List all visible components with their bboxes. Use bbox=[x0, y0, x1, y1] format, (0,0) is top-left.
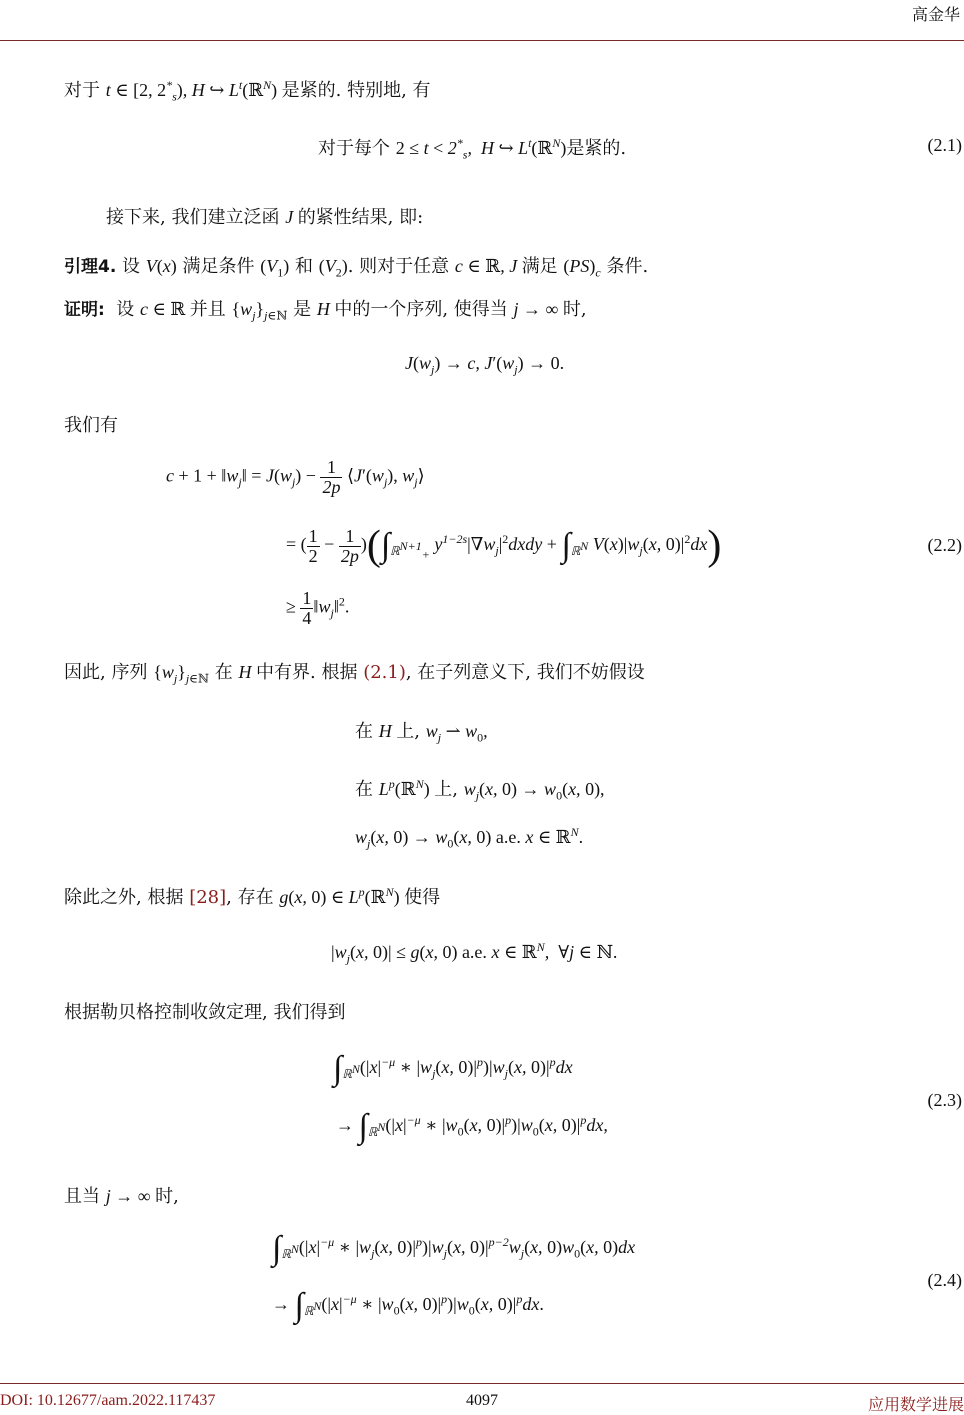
text-fragment: 对于每个 bbox=[318, 138, 390, 159]
text-fragment: 和 bbox=[294, 256, 313, 277]
text-fragment: 的紧性结果, 即: bbox=[297, 207, 424, 228]
equation-2-2-line2: = ( $\frac{1}{2}$ − $\frac{1}{2p}$ )($\int_{ℝ^{N+1}_+}$ $y^{1-2s}|\nabla w_j|^2dxdy + \int_{ℝ^N}$ $V(x)|w_j(x$, $0)|^2dx$) bbox=[286, 523, 722, 569]
equation-2-4-line2: → $\int_{ℝ^N}(|x|^{-\mu}$ ∗ $|w_0(x$, $0)|^p)|w_0(x$, $0)|^pdx$. bbox=[272, 1287, 544, 1324]
paragraph-and-when: 且当 j → ∞ 时, bbox=[64, 1186, 179, 1207]
equation-2-3-line2: → $\int_{ℝ^N}(|x|^{-\mu}$ ∗ $|w_0(x$, $0)|^p)|w_0(x$, $0)|^pdx$, bbox=[336, 1108, 608, 1145]
equation-2-1: 对于每个 $2 \le t < 2^*_s$, H ↪ $L^t(ℝ^N)$是紧的. bbox=[318, 136, 627, 162]
text-fragment: 满足 bbox=[521, 256, 558, 277]
convergence-ae: $w_j(x$, $0) \to w_0(x$, 0) a.e. x ∈ ℝ$^N$. bbox=[355, 825, 584, 851]
citation-link[interactable]: [28] bbox=[189, 887, 227, 908]
we-have: 我们有 bbox=[64, 415, 118, 436]
text-fragment: 在 bbox=[355, 779, 373, 800]
text-fragment: 接下来, 我们建立泛函 bbox=[106, 207, 280, 228]
text-fragment: 时, bbox=[155, 1186, 179, 1207]
footer-page-number: 4097 bbox=[466, 1392, 498, 1409]
proof-start: 证明: 设 c ∈ ℝ 并且 $\{w_j\}_{j\in ℕ}$ 是 H 中的一个序列, 使得当 j → ∞ 时, bbox=[64, 299, 587, 323]
text-fragment: 满足条件 bbox=[182, 256, 255, 277]
equation-2-2-line3: ≥ $\frac{1}{4}$ $‖w_j‖^2$. bbox=[286, 588, 350, 628]
text-fragment: . 则对于任意 bbox=[347, 256, 450, 277]
text-fragment: 对于 bbox=[64, 80, 100, 101]
text-fragment: 使得 bbox=[404, 887, 441, 908]
running-header-author: 高金华 bbox=[911, 5, 960, 24]
paragraph-next: 接下来, 我们建立泛函 J 的紧性结果, 即: bbox=[106, 207, 424, 228]
equation-2-3-line1: $\int_{ℝ^N}(|x|^{-\mu}$ ∗ $|w_j(x$, $0)|^p)|w_j(x$, $0)|^pdx$ bbox=[333, 1050, 573, 1087]
text-fragment: 在 bbox=[214, 662, 233, 683]
equation-domination: $|w_j(x$, 0)| ≤ g(x, 0) a.e. x ∈ ℝ$^N$, ∀j ∈ ℕ. bbox=[331, 940, 618, 966]
convergence-weak: 在 H 上, $w_j$ ⇀ $w_0$, bbox=[355, 721, 488, 745]
text-fragment: 除此之外, 根据 bbox=[64, 887, 184, 908]
equation-ref-link[interactable]: (2.1) bbox=[363, 662, 406, 683]
text-fragment: , 存在 bbox=[226, 887, 274, 908]
text-fragment: 因此, 序列 bbox=[64, 662, 148, 683]
proof-label: 证明: bbox=[64, 300, 105, 320]
equation-number-2-3: (2.3) bbox=[927, 1090, 962, 1110]
header-rule bbox=[0, 40, 964, 41]
lemma-4: 引理4. 设 V(x) 满足条件 $(V_1)$ 和 $(V_2)$. 则对于任意 c ∈ ℝ, J 满足 $(PS)_c$ 条件. bbox=[64, 256, 649, 280]
text-fragment: 设 bbox=[122, 256, 141, 277]
paragraph-bounded: 因此, 序列 $\{w_j\}_{j\in ℕ}$ 在 H 中有界. 根据 (2.1), 在子列意义下, 我们不妨假设 bbox=[64, 662, 645, 686]
text-fragment: 并且 bbox=[189, 299, 226, 320]
text-fragment: 是紧的. 特别地, 有 bbox=[281, 80, 431, 101]
text-fragment: 是 bbox=[293, 299, 312, 320]
paragraph-dominating: 除此之外, 根据 [28], 存在 g(x, 0) ∈ $L^p(ℝ^N)$ 使得 bbox=[64, 885, 441, 908]
footer-journal[interactable]: 应用数学进展 bbox=[867, 1397, 964, 1414]
equation-2-4-line1: $\int_{ℝ^N}(|x|^{-\mu}$ ∗ $|w_j(x$, $0)|^p)|w_j(x$, $0)|^{p-2}w_j(x$, $0)w_0(x$, 0)dx bbox=[272, 1230, 636, 1267]
footer-rule bbox=[0, 1383, 964, 1384]
equation-number-2-4: (2.4) bbox=[927, 1270, 962, 1290]
footer-doi[interactable]: DOI: 10.12677/aam.2022.117437 bbox=[0, 1392, 216, 1409]
equation-number-2-1: (2.1) bbox=[927, 135, 962, 155]
text-fragment: 在 bbox=[355, 721, 373, 742]
text-fragment: 设 bbox=[116, 299, 135, 320]
text-fragment: 时, bbox=[562, 299, 587, 320]
convergence-strong: 在 $L^p(ℝ^N)$ 上, $w_j(x$, $0) \to w_0(x$, 0), bbox=[355, 777, 605, 803]
paragraph-compact-embedding: 对于 t ∈ [2, $2^*_s$), H ↪ $L^t(ℝ^N)$ 是紧的. 特别地, 有 bbox=[64, 78, 431, 104]
text-fragment: 且当 bbox=[64, 1186, 100, 1207]
paragraph-lebesgue: 根据勒贝格控制收敛定理, 我们得到 bbox=[64, 1002, 346, 1023]
equation-ps-sequence: $J(w_j) \to c$, $J'(w_j) \to 0$. bbox=[405, 353, 565, 377]
text-fragment: 上, bbox=[434, 779, 458, 800]
text-fragment: 是紧的. bbox=[566, 138, 627, 159]
lemma-label: 引理4. bbox=[64, 257, 117, 277]
text-fragment: 上, bbox=[396, 721, 420, 742]
text-fragment: , 在子列意义下, 我们不妨假设 bbox=[405, 662, 645, 683]
text-fragment: 条件. bbox=[606, 256, 649, 277]
text-fragment: 中有界. 根据 bbox=[256, 662, 358, 683]
equation-number-2-2: (2.2) bbox=[927, 535, 962, 555]
equation-2-2-line1: $c + 1 + ‖w_j‖ = J(w_j)$ − $\frac{1}{2p}$ $⟨J'(w_j)$, $w_j⟩$ bbox=[166, 457, 425, 497]
text-fragment: 中的一个序列, 使得当 bbox=[334, 299, 508, 320]
